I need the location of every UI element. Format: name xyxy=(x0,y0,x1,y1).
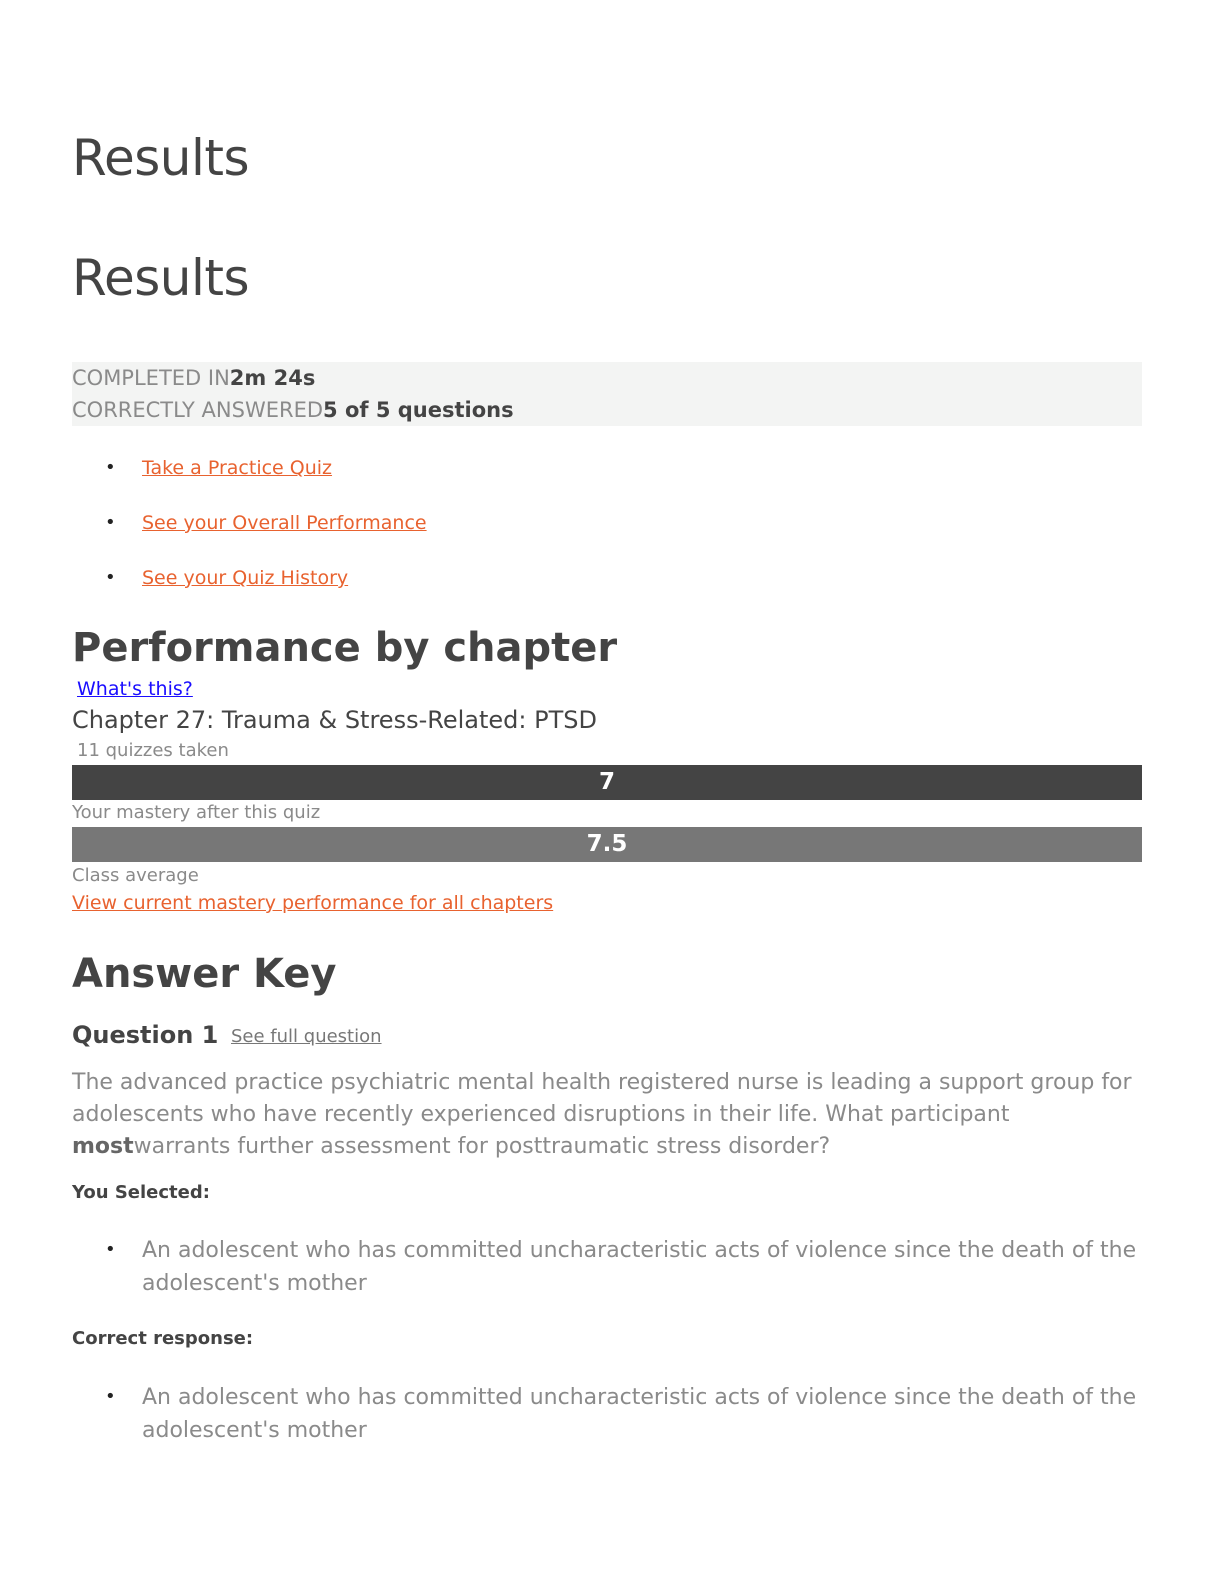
bullet-icon: • xyxy=(105,457,116,478)
see-full-question-link[interactable]: See full question xyxy=(231,1026,382,1047)
question-text-start: The advanced practice psychiatric mental health registered nurse is leading a support group for adolescents who have recently experienced disruptions in their life. What participant xyxy=(72,1070,1132,1127)
class-average-bar: 7.5 xyxy=(72,827,1142,862)
correct-value: 5 of 5 questions xyxy=(323,398,514,422)
bullet-icon: • xyxy=(105,512,116,533)
completed-label: COMPLETED IN xyxy=(72,366,230,390)
bullet-icon: • xyxy=(105,567,116,588)
you-selected-label: You Selected: xyxy=(72,1182,210,1203)
bullet-icon: • xyxy=(105,1239,116,1260)
take-practice-quiz-link[interactable]: Take a Practice Quiz xyxy=(142,457,333,479)
whats-this-link[interactable]: What's this? xyxy=(77,678,193,700)
performance-heading: Performance by chapter xyxy=(72,625,618,671)
answer-key-heading: Answer Key xyxy=(72,951,337,997)
mastery-caption: Your mastery after this quiz xyxy=(72,802,321,823)
correct-answer-text: An adolescent who has committed uncharacteristic acts of violence since the death of the adolescent's mother xyxy=(142,1385,1137,1443)
correct-response-label: Correct response: xyxy=(72,1328,254,1349)
completed-value: 2m 24s xyxy=(229,366,316,390)
page-title: Results xyxy=(72,129,250,187)
question-label: Question 1 xyxy=(72,1021,219,1049)
correct-label: CORRECTLY ANSWERED xyxy=(72,398,324,422)
bullet-icon: • xyxy=(105,1386,116,1407)
quiz-history-link[interactable]: See your Quiz History xyxy=(142,567,349,589)
chapter-title: Chapter 27: Trauma & Stress-Related: PTSD xyxy=(72,706,597,734)
results-heading: Results xyxy=(72,249,250,307)
view-all-chapters-link[interactable]: View current mastery performance for all chapters xyxy=(72,892,554,914)
mastery-bar: 7 xyxy=(72,765,1142,800)
selected-answer-text: An adolescent who has committed uncharacteristic acts of violence since the death of the adolescent's mother xyxy=(142,1238,1137,1296)
correct-row xyxy=(72,394,514,426)
question-text xyxy=(72,1067,1142,1163)
question-text-end: warrants further assessment for posttraumatic stress disorder? xyxy=(133,1134,831,1159)
class-average-caption: Class average xyxy=(72,865,199,886)
overall-performance-link[interactable]: See your Overall Performance xyxy=(142,512,427,534)
question-text-emphasis: most xyxy=(72,1134,134,1159)
results-summary xyxy=(72,362,1142,426)
quizzes-taken: 11 quizzes taken xyxy=(77,740,229,761)
completed-row xyxy=(72,362,315,394)
